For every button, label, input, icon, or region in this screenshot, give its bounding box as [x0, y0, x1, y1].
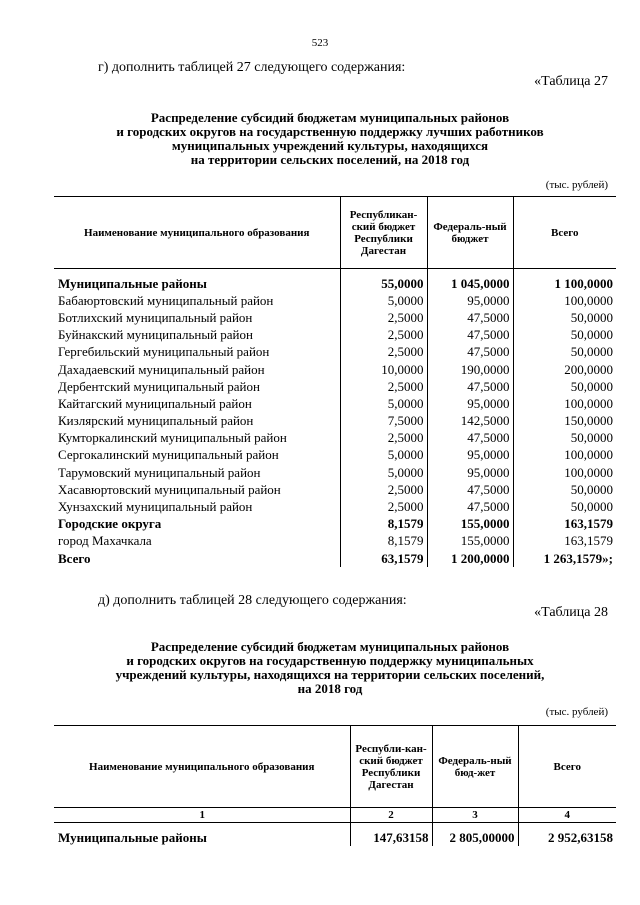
row-name: Тарумовский муниципальный район: [58, 464, 261, 480]
row-republic: 2,5000: [340, 309, 427, 326]
table-28-units: (тыс. рублей): [545, 706, 608, 718]
table-row: [54, 430, 616, 447]
table-row: [54, 829, 616, 846]
row-total: 100,0000: [513, 464, 616, 481]
row-name: Муниципальные районы: [58, 829, 207, 845]
title-line: Распределение субсидий бюджетам муниципальных районов: [150, 639, 510, 654]
row-total: 2 952,63158: [518, 829, 616, 846]
row-republic: 2,5000: [340, 430, 427, 447]
row-federal: 47,5000: [427, 309, 513, 326]
row-federal: 155,0000: [427, 533, 513, 550]
row-federal: 95,0000: [427, 447, 513, 464]
row-republic: 8,1579: [340, 516, 427, 533]
table-27-units: (тыс. рублей): [545, 179, 608, 191]
header-name: Наименование муниципального образования: [54, 726, 350, 808]
row-total: 50,0000: [513, 481, 616, 498]
row-total: 100,0000: [513, 292, 616, 309]
table-row: [54, 275, 616, 292]
row-name: Хунзахский муниципальный район: [58, 499, 253, 515]
row-federal: 47,5000: [427, 430, 513, 447]
row-total: 163,1579: [513, 516, 616, 533]
table-row: [54, 344, 616, 361]
header-federal: Федераль-ный бюд-жет: [432, 726, 518, 808]
table-row: [54, 395, 616, 412]
table-row: [54, 413, 616, 430]
row-name: Всего: [58, 550, 91, 566]
row-republic: 5,0000: [340, 447, 427, 464]
row-name: Сергокалинский муниципальный район: [58, 447, 279, 463]
column-numbers-row: [54, 808, 616, 823]
row-total: 50,0000: [513, 430, 616, 447]
row-name: Муниципальные районы: [58, 275, 207, 291]
row-federal: 95,0000: [427, 395, 513, 412]
row-federal: 47,5000: [427, 481, 513, 498]
row-total: 50,0000: [513, 498, 616, 515]
row-republic: 10,0000: [340, 361, 427, 378]
table-row: [54, 327, 616, 344]
table-row: [54, 533, 616, 550]
row-federal: 155,0000: [427, 516, 513, 533]
row-federal: 95,0000: [427, 464, 513, 481]
table-28-ref: «Таблица 28: [534, 605, 608, 620]
row-republic: 5,0000: [340, 292, 427, 309]
table-row: [54, 361, 616, 378]
row-name: город Махачкала: [58, 533, 152, 549]
row-name: Городские округа: [58, 516, 162, 532]
row-federal: 47,5000: [427, 344, 513, 361]
row-total: 200,0000: [513, 361, 616, 378]
row-name: Кайтагский муниципальный район: [58, 395, 252, 411]
row-federal: 142,5000: [427, 413, 513, 430]
column-number: 4: [518, 808, 616, 823]
column-number: 1: [54, 808, 350, 823]
table-row: [54, 516, 616, 533]
table-row: [54, 550, 616, 567]
row-republic: 5,0000: [340, 395, 427, 412]
header-total: Всего: [513, 197, 616, 269]
row-name: Бабаюртовский муниципальный район: [58, 292, 274, 308]
header-republic: Республи-кан-ский бюджет Республики Дагестан: [350, 726, 432, 808]
table-row: [54, 498, 616, 515]
row-republic: 2,5000: [340, 327, 427, 344]
row-republic: 55,0000: [340, 275, 427, 292]
row-republic: 5,0000: [340, 464, 427, 481]
table-row: [54, 292, 616, 309]
row-total: 50,0000: [513, 327, 616, 344]
row-total: 50,0000: [513, 344, 616, 361]
title-line: и городских округов на государственную поддержку муниципальных: [126, 653, 534, 668]
row-name: Дербентский муниципальный район: [58, 378, 260, 394]
header-federal: Федераль-ный бюджет: [427, 197, 513, 269]
row-name: Буйнакский муниципальный район: [58, 327, 253, 343]
title-line: на территории сельских поселений, на 2018 год: [190, 152, 470, 167]
row-republic: 8,1579: [340, 533, 427, 550]
row-federal: 47,5000: [427, 378, 513, 395]
row-name: Ботлихский муниципальный район: [58, 309, 253, 325]
row-name: Гергебильский муниципальный район: [58, 344, 270, 360]
table-row: [54, 481, 616, 498]
row-total: 163,1579: [513, 533, 616, 550]
table-27-body: [54, 269, 616, 568]
row-federal: 47,5000: [427, 327, 513, 344]
row-republic: 2,5000: [340, 344, 427, 361]
table-row: [54, 464, 616, 481]
section-d-intro: д) дополнить таблицей 28 следующего содержания:: [98, 593, 407, 608]
table-row: [54, 447, 616, 464]
row-republic: 7,5000: [340, 413, 427, 430]
header-total: Всего: [518, 726, 616, 808]
row-name: Хасавюртовский муниципальный район: [58, 481, 281, 497]
column-number: 2: [350, 808, 432, 823]
row-federal: 1 200,0000: [427, 550, 513, 567]
table-27-title: [40, 111, 620, 167]
row-republic: 2,5000: [340, 378, 427, 395]
title-line: Распределение субсидий бюджетам муниципальных районов: [150, 110, 510, 125]
row-federal: 190,0000: [427, 361, 513, 378]
row-federal: 47,5000: [427, 498, 513, 515]
page-number: 523: [311, 37, 329, 49]
title-line: на 2018 год: [297, 681, 363, 696]
row-total: 150,0000: [513, 413, 616, 430]
row-republic: 2,5000: [340, 481, 427, 498]
header-republic: Республикан-ский бюджет Республики Дагестан: [340, 197, 427, 269]
row-total: 100,0000: [513, 447, 616, 464]
row-name: Кумторкалинский муниципальный район: [58, 430, 287, 446]
row-total: 1 263,1579»;: [513, 550, 616, 567]
row-republic: 2,5000: [340, 498, 427, 515]
column-number: 3: [432, 808, 518, 823]
header-name: Наименование муниципального образования: [54, 197, 340, 269]
section-g-intro: г) дополнить таблицей 27 следующего содержания:: [98, 60, 406, 75]
title-line: муниципальных учреждений культуры, находящихся: [171, 138, 489, 153]
row-federal: 2 805,00000: [432, 829, 518, 846]
row-total: 50,0000: [513, 309, 616, 326]
row-total: 100,0000: [513, 395, 616, 412]
row-total: 1 100,0000: [513, 275, 616, 292]
table-28-title: [40, 640, 620, 696]
row-republic: 147,63158: [350, 829, 432, 846]
table-row: [54, 309, 616, 326]
table-row: [54, 378, 616, 395]
table-27: [54, 196, 616, 567]
row-name: Кизлярский муниципальный район: [58, 413, 254, 429]
table-28: [54, 725, 616, 846]
row-total: 50,0000: [513, 378, 616, 395]
row-republic: 63,1579: [340, 550, 427, 567]
table-27-ref: «Таблица 27: [534, 74, 608, 89]
row-name: Дахадаевский муниципальный район: [58, 361, 265, 377]
row-federal: 95,0000: [427, 292, 513, 309]
row-federal: 1 045,0000: [427, 275, 513, 292]
title-line: и городских округов на государственную поддержку лучших работников: [116, 124, 544, 139]
title-line: учреждений культуры, находящихся на территории сельских поселений,: [115, 667, 545, 682]
